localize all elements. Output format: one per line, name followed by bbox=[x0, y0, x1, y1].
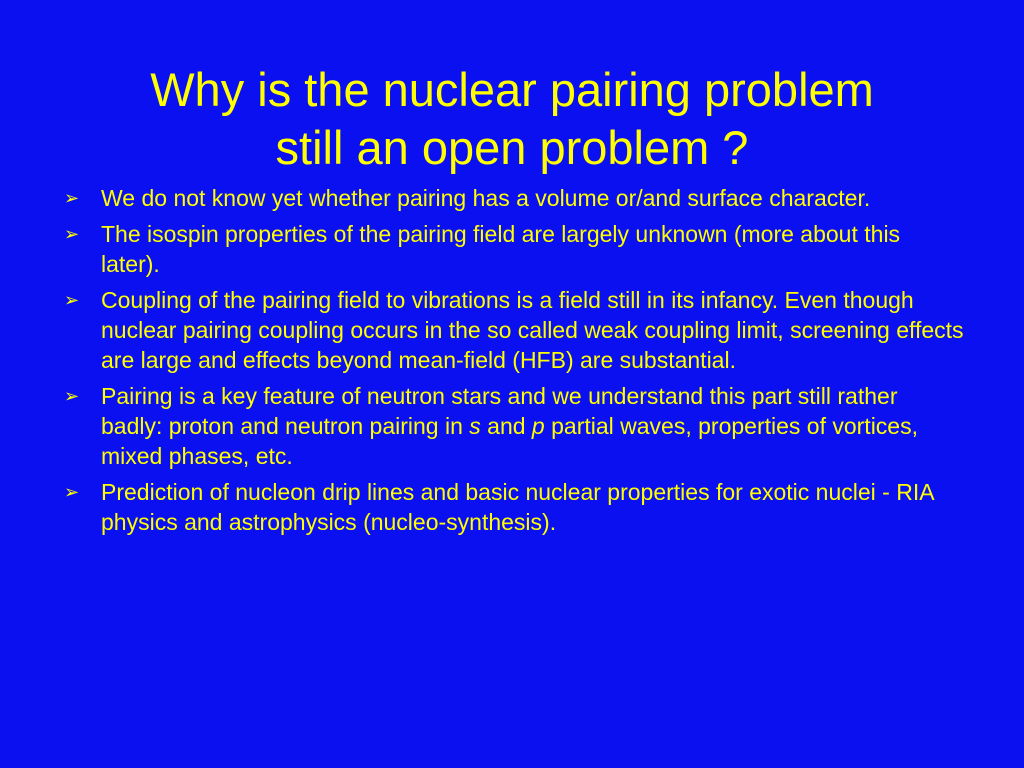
bullet-item bbox=[64, 285, 964, 375]
arrow-bullet-icon: ➢ bbox=[64, 188, 80, 208]
bullet-item bbox=[64, 183, 964, 213]
bullet-text: Prediction of nucleon drip lines and basic nuclear properties for exotic nuclei - RIA physics and astrophysics (nucleo-synthesis). bbox=[101, 479, 934, 535]
bullet-item bbox=[64, 219, 964, 279]
s-wave-label: s bbox=[469, 413, 481, 439]
bullet-list bbox=[64, 183, 964, 543]
arrow-bullet-icon: ➢ bbox=[64, 290, 80, 310]
arrow-bullet-icon: ➢ bbox=[64, 224, 80, 244]
bullet-item bbox=[64, 381, 964, 471]
slide-title-line-2: still an open problem ? bbox=[275, 121, 749, 175]
slide-title-line-1: Why is the nuclear pairing problem bbox=[150, 63, 874, 117]
bullet-text: Coupling of the pairing field to vibrations is a field still in its infancy. Even though nuclear pairing coupling occurs in the so called weak coupling limit, screening effects are large and effects beyond mean-field (HFB) are substantial. bbox=[101, 287, 964, 373]
bullet-text-part: Pairing is a key feature of neutron stars and we understand this part still rather badly: proton and neutron pairing in bbox=[101, 383, 898, 439]
bullet-item bbox=[64, 477, 964, 537]
p-wave-label: p bbox=[531, 413, 545, 439]
bullet-text-part: partial waves, properties of vortices, mixed phases, etc. bbox=[101, 413, 918, 469]
slide-title bbox=[40, 61, 984, 177]
bullet-text-part: and bbox=[480, 413, 532, 439]
bullet-text: The isospin properties of the pairing field are largely unknown (more about this later). bbox=[101, 221, 901, 277]
bullet-text bbox=[101, 383, 918, 469]
arrow-bullet-icon: ➢ bbox=[64, 482, 80, 502]
bullet-text: We do not know yet whether pairing has a volume or/and surface character. bbox=[101, 185, 871, 211]
arrow-bullet-icon: ➢ bbox=[64, 386, 80, 406]
